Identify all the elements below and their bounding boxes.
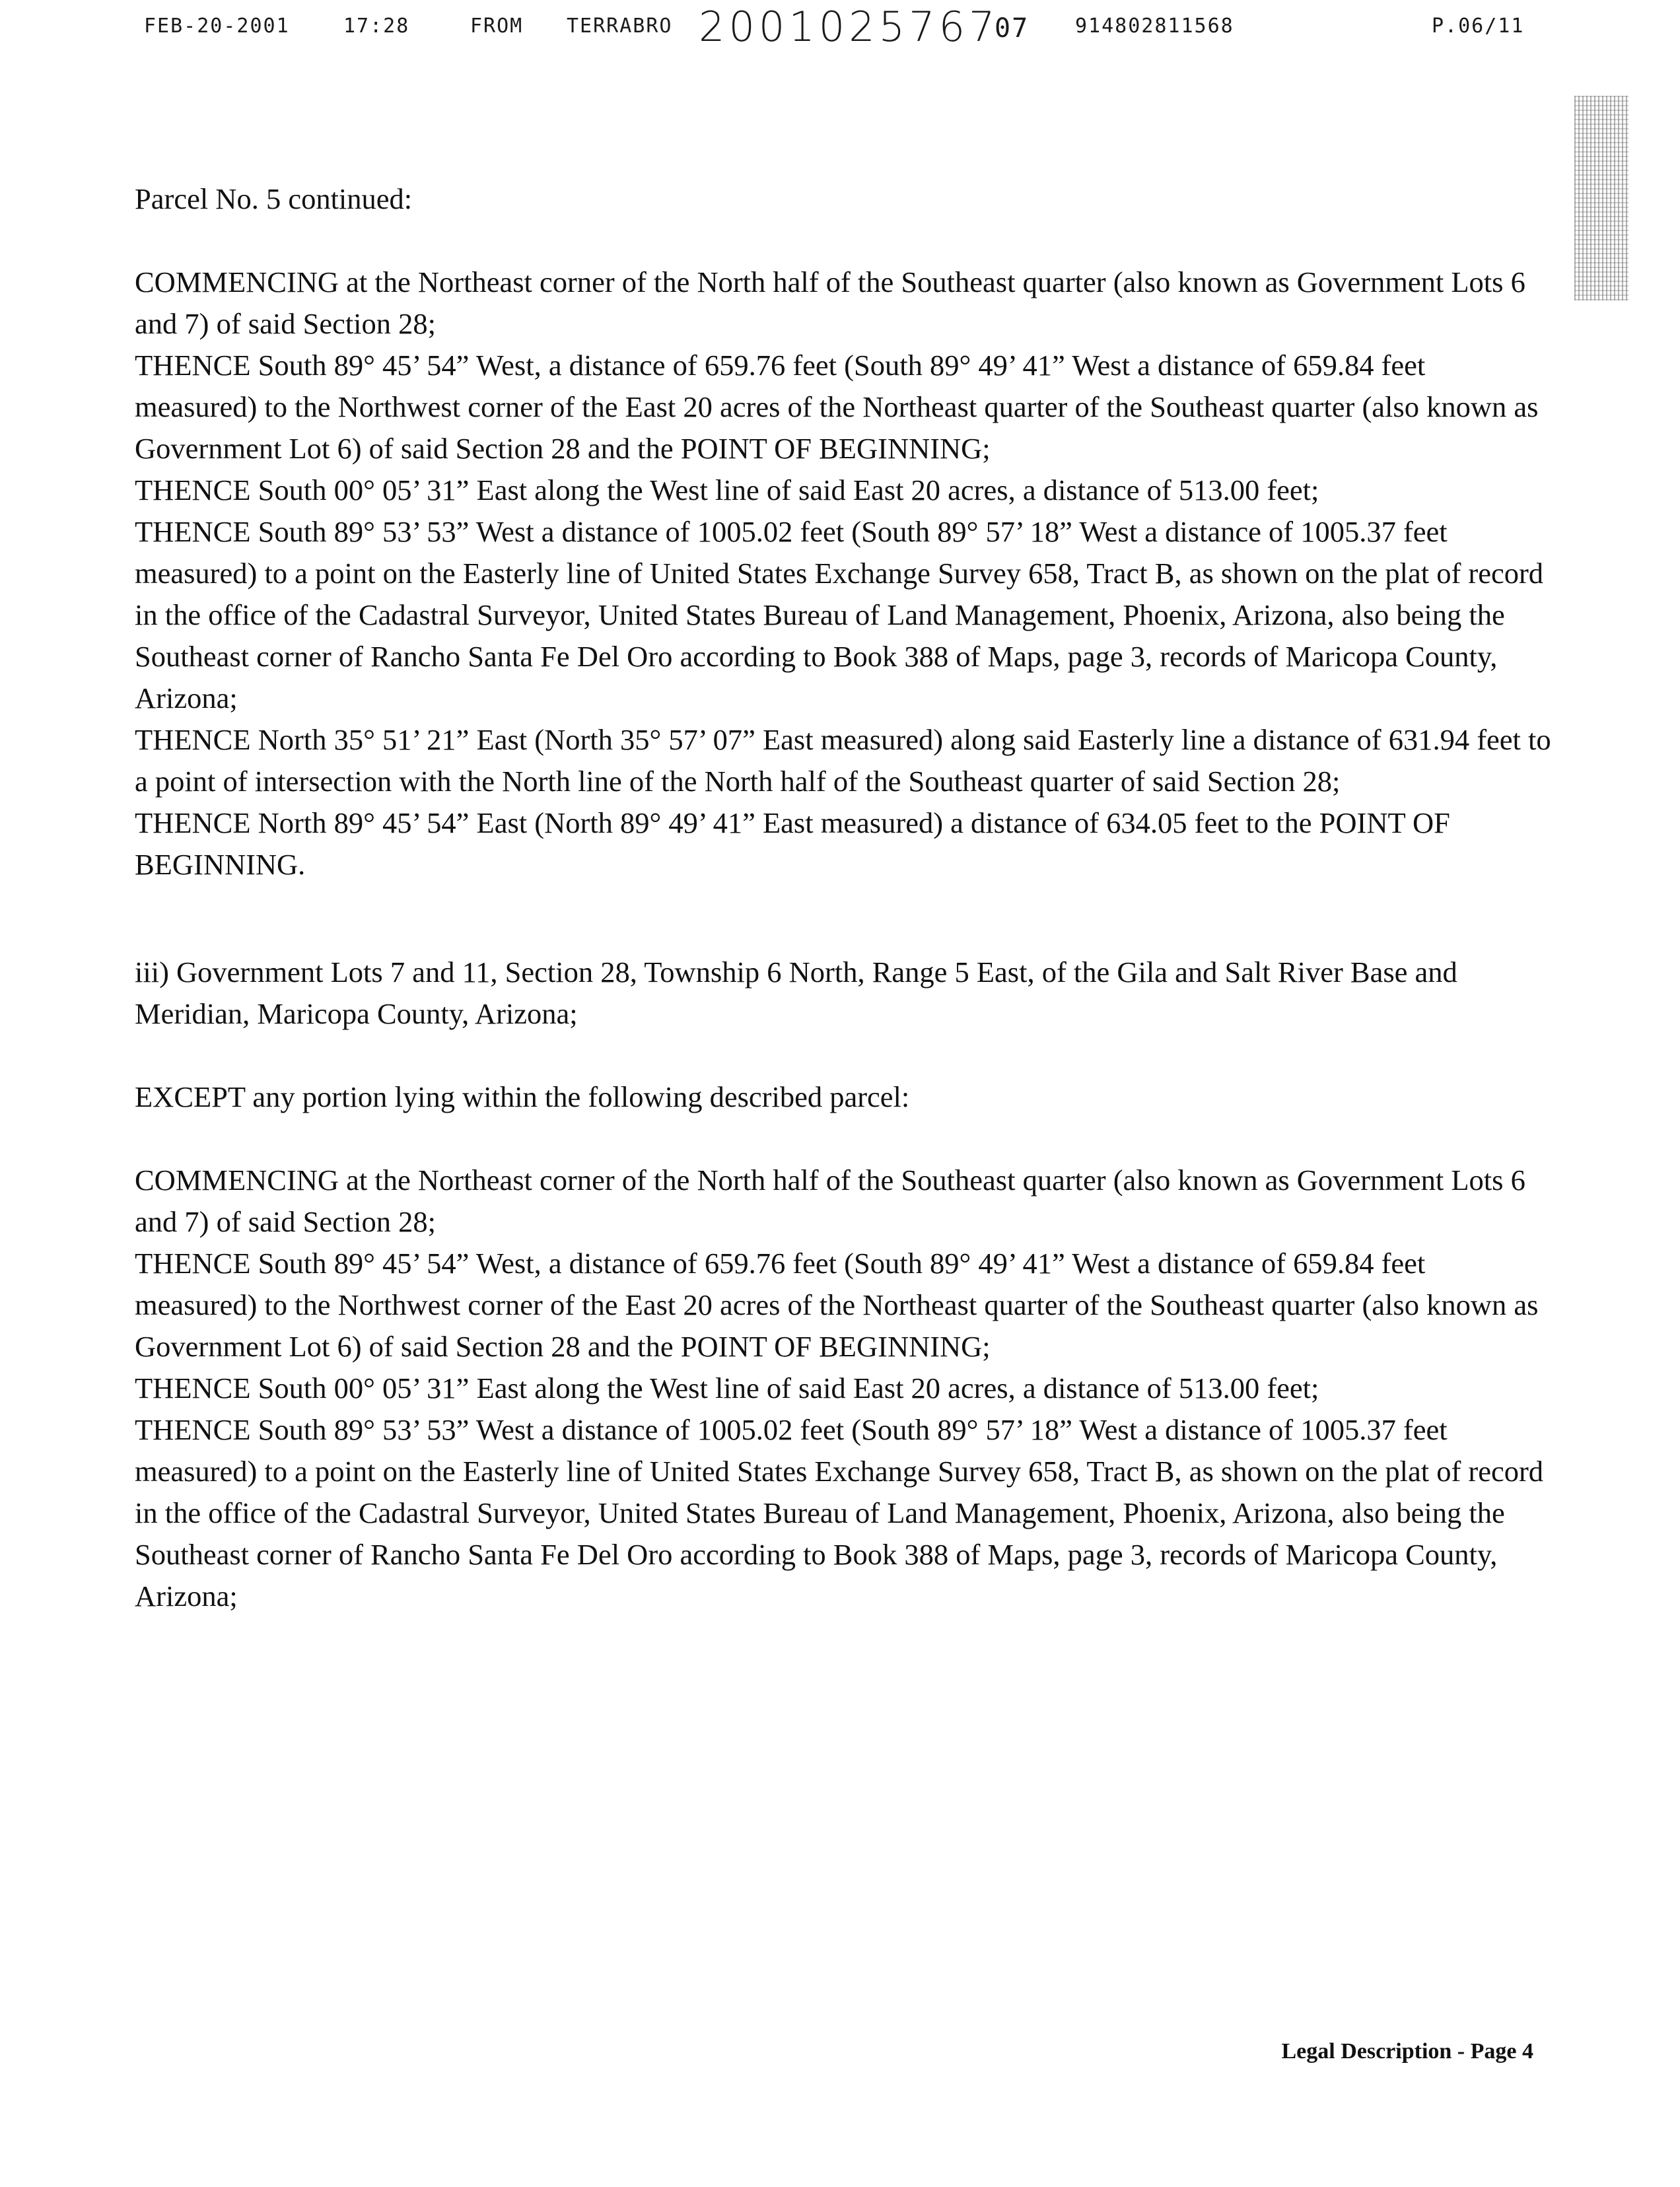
fax-date: FEB-20-2001	[144, 15, 290, 38]
description-line: THENCE North 89° 45’ 54” East (North 89° 49’ 41” East measured) a distance of 634.05 feet to the POINT OF BEGINNING.	[135, 806, 1450, 881]
description-line: THENCE South 89° 53’ 53” West a distance of 1005.02 feet (South 89° 57’ 18” West a distance of 1005.37 feet measured) to a point on the Easterly line of United States Exchange Survey 658, Tract B, as shown on the plat of record in the office of the Cadastral Surveyor, United States Bureau of Land Management, Phoenix, Arizona, also being the Southeast corner of Rancho Santa Fe Del Oro according to Book 388 of Maps, page 3, records of Maricopa County, Arizona;	[135, 515, 1544, 714]
fax-page: P.06/11	[1432, 15, 1525, 38]
page-footer: Legal Description - Page 4	[1281, 2039, 1533, 2064]
legal-description-body	[135, 178, 1555, 1617]
recorder-stamp	[1574, 96, 1628, 300]
section-intro: Parcel No. 5 continued:	[135, 182, 413, 215]
description-line: THENCE South 00° 05’ 31” East along the West line of said East 20 acres, a distance of 513.00 feet;	[135, 1371, 1319, 1405]
recording-number-overlay: 07	[995, 13, 1030, 44]
item-iii: iii) Government Lots 7 and 11, Section 28, Township 6 North, Range 5 East, of the Gila and Salt River Base and Meridian, Maricopa County, Arizona;	[135, 955, 1457, 1030]
second-parcel-description	[135, 1160, 1555, 1617]
first-parcel-description	[135, 261, 1555, 885]
description-line: THENCE South 89° 45’ 54” West, a distance of 659.76 feet (South 89° 49’ 41” West a distance of 659.84 feet measured) to the Northwest corner of the East 20 acres of the Northeast quarter of the Southeast quarter (also known as Government Lot 6) of said Section 28 and the POINT OF BEGINNING;	[135, 1247, 1539, 1363]
except-clause: EXCEPT any portion lying within the following described parcel:	[135, 1080, 910, 1113]
description-line: THENCE South 89° 45’ 54” West, a distance of 659.76 feet (South 89° 49’ 41” West a distance of 659.84 feet measured) to the Northwest corner of the East 20 acres of the Northeast quarter of the Southeast quarter (also known as Government Lot 6) of said Section 28 and the POINT OF BEGINNING;	[135, 349, 1539, 465]
recording-number: 2001025767	[699, 3, 999, 51]
fax-phone: 914802811568	[1075, 15, 1234, 38]
fax-from-label: FROM	[470, 15, 524, 38]
fax-time: 17:28	[343, 15, 410, 38]
description-line: COMMENCING at the Northeast corner of the North half of the Southeast quarter (also known as Government Lots 6 and 7) of said Section 28;	[135, 265, 1525, 340]
description-line: THENCE South 00° 05’ 31” East along the West line of said East 20 acres, a distance of 513.00 feet;	[135, 473, 1319, 506]
description-line: THENCE North 35° 51’ 21” East (North 35° 57’ 07” East measured) along said Easterly line a distance of 631.94 feet to a point of intersection with the North line of the North half of the Southeast quarter of said Section 28;	[135, 723, 1551, 798]
description-line: COMMENCING at the Northeast corner of the North half of the Southeast quarter (also known as Government Lots 6 and 7) of said Section 28;	[135, 1163, 1525, 1238]
fax-sender: TERRABRO	[567, 15, 673, 38]
description-line: THENCE South 89° 53’ 53” West a distance of 1005.02 feet (South 89° 57’ 18” West a distance of 1005.37 feet measured) to a point on the Easterly line of United States Exchange Survey 658, Tract B, as shown on the plat of record in the office of the Cadastral Surveyor, United States Bureau of Land Management, Phoenix, Arizona, also being the Southeast corner of Rancho Santa Fe Del Oro according to Book 388 of Maps, page 3, records of Maricopa County, Arizona;	[135, 1413, 1544, 1613]
fax-header	[0, 3, 1680, 53]
